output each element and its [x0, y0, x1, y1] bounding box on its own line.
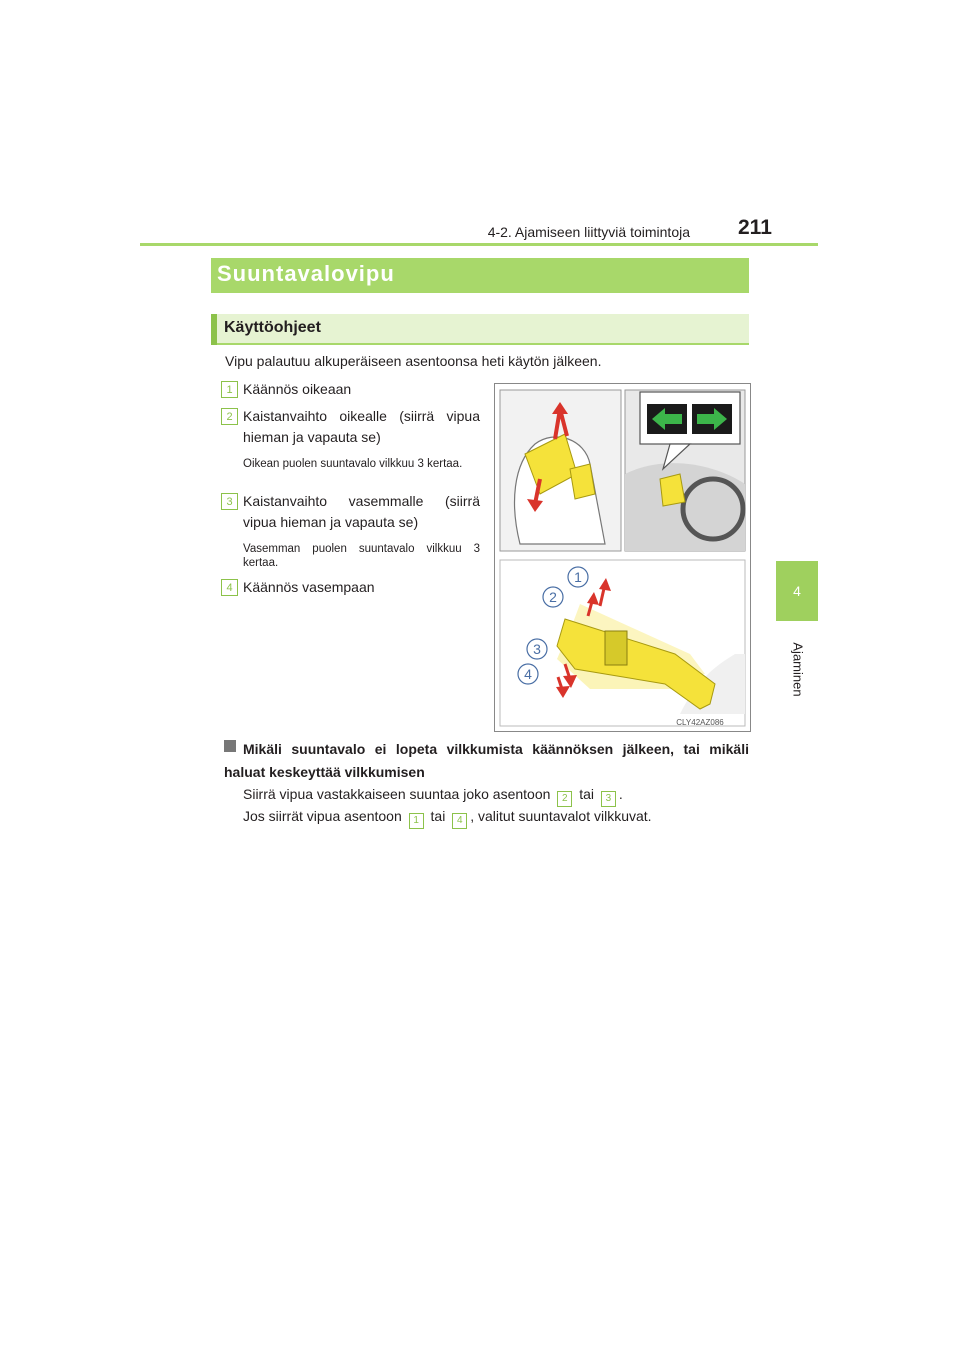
subsection-bar-accent — [211, 314, 217, 345]
bullet-heading — [224, 738, 749, 784]
svg-text:1: 1 — [574, 569, 582, 585]
inline-number-3: 3 — [601, 791, 616, 807]
item-text-2: Kaistanvaihto oikealle (siirrä vipua hieman ja vapauta se) — [243, 408, 480, 445]
svg-text:4: 4 — [524, 666, 532, 682]
item-number-2: 2 — [221, 408, 238, 425]
figure-label-1 — [568, 567, 588, 587]
section-title: Suuntavalovipu — [217, 261, 395, 286]
item-text-4: Käännös vasempaan — [243, 579, 375, 595]
figure-label-4 — [518, 664, 538, 684]
item-number-4: 4 — [221, 579, 238, 596]
inline-number-2: 2 — [557, 791, 572, 807]
header-rule — [140, 243, 818, 246]
intro-text: Vipu palautuu alkuperäiseen asentoonsa heti käytön jälkeen. — [225, 353, 602, 369]
svg-text:3: 3 — [533, 641, 541, 657]
inline-number-1: 1 — [409, 813, 424, 829]
figure-illustration — [495, 384, 750, 731]
chapter-tab-label: Ajaminen — [790, 642, 806, 697]
page-number: 211 — [738, 216, 772, 239]
dashboard-lever — [660, 474, 685, 506]
header-section-title: 4-2. Ajamiseen liittyviä toimintoja — [487, 224, 690, 240]
item-note-2: Oikean puolen suuntavalo vilkkuu 3 kertaa. — [243, 458, 463, 470]
inline-number-4: 4 — [452, 813, 467, 829]
lever-yellow-stem — [570, 464, 595, 499]
item-text-1: Käännös oikeaan — [243, 381, 352, 397]
figure-label-3 — [527, 639, 547, 659]
item-text-3: Kaistanvaihto vasemmalle (siirrä vipua hieman ja vapauta se) — [243, 493, 480, 530]
bullet-line-1: Siirrä vipua vastakkaiseen suuntaa joko asentoon 2 tai 3 . — [243, 786, 623, 807]
figure-code: CLY42AZ086 — [676, 718, 724, 727]
bullet-heading-text: Mikäli suuntavalo ei lopeta vilkkumista käännöksen jälkeen, tai mikäli haluat keskeyttää vilkkumisen — [224, 741, 749, 780]
svg-text:2: 2 — [549, 589, 557, 605]
subsection-title: Käyttöohjeet — [224, 319, 321, 336]
chapter-tab: 4 — [776, 561, 818, 621]
bullet-line-2: Jos siirrät vipua asentoon 1 tai 4 , valitut suuntavalot vilkkuvat. — [243, 808, 652, 829]
item-number-1: 1 — [221, 381, 238, 398]
item-note-3: Vasemman puolen suuntavalo vilkkuu 3 kertaa. — [243, 543, 480, 569]
turn-signal-lever-figure — [494, 383, 751, 732]
item-number-3: 3 — [221, 493, 238, 510]
figure-label-2 — [543, 587, 563, 607]
lever-knob — [605, 631, 627, 665]
